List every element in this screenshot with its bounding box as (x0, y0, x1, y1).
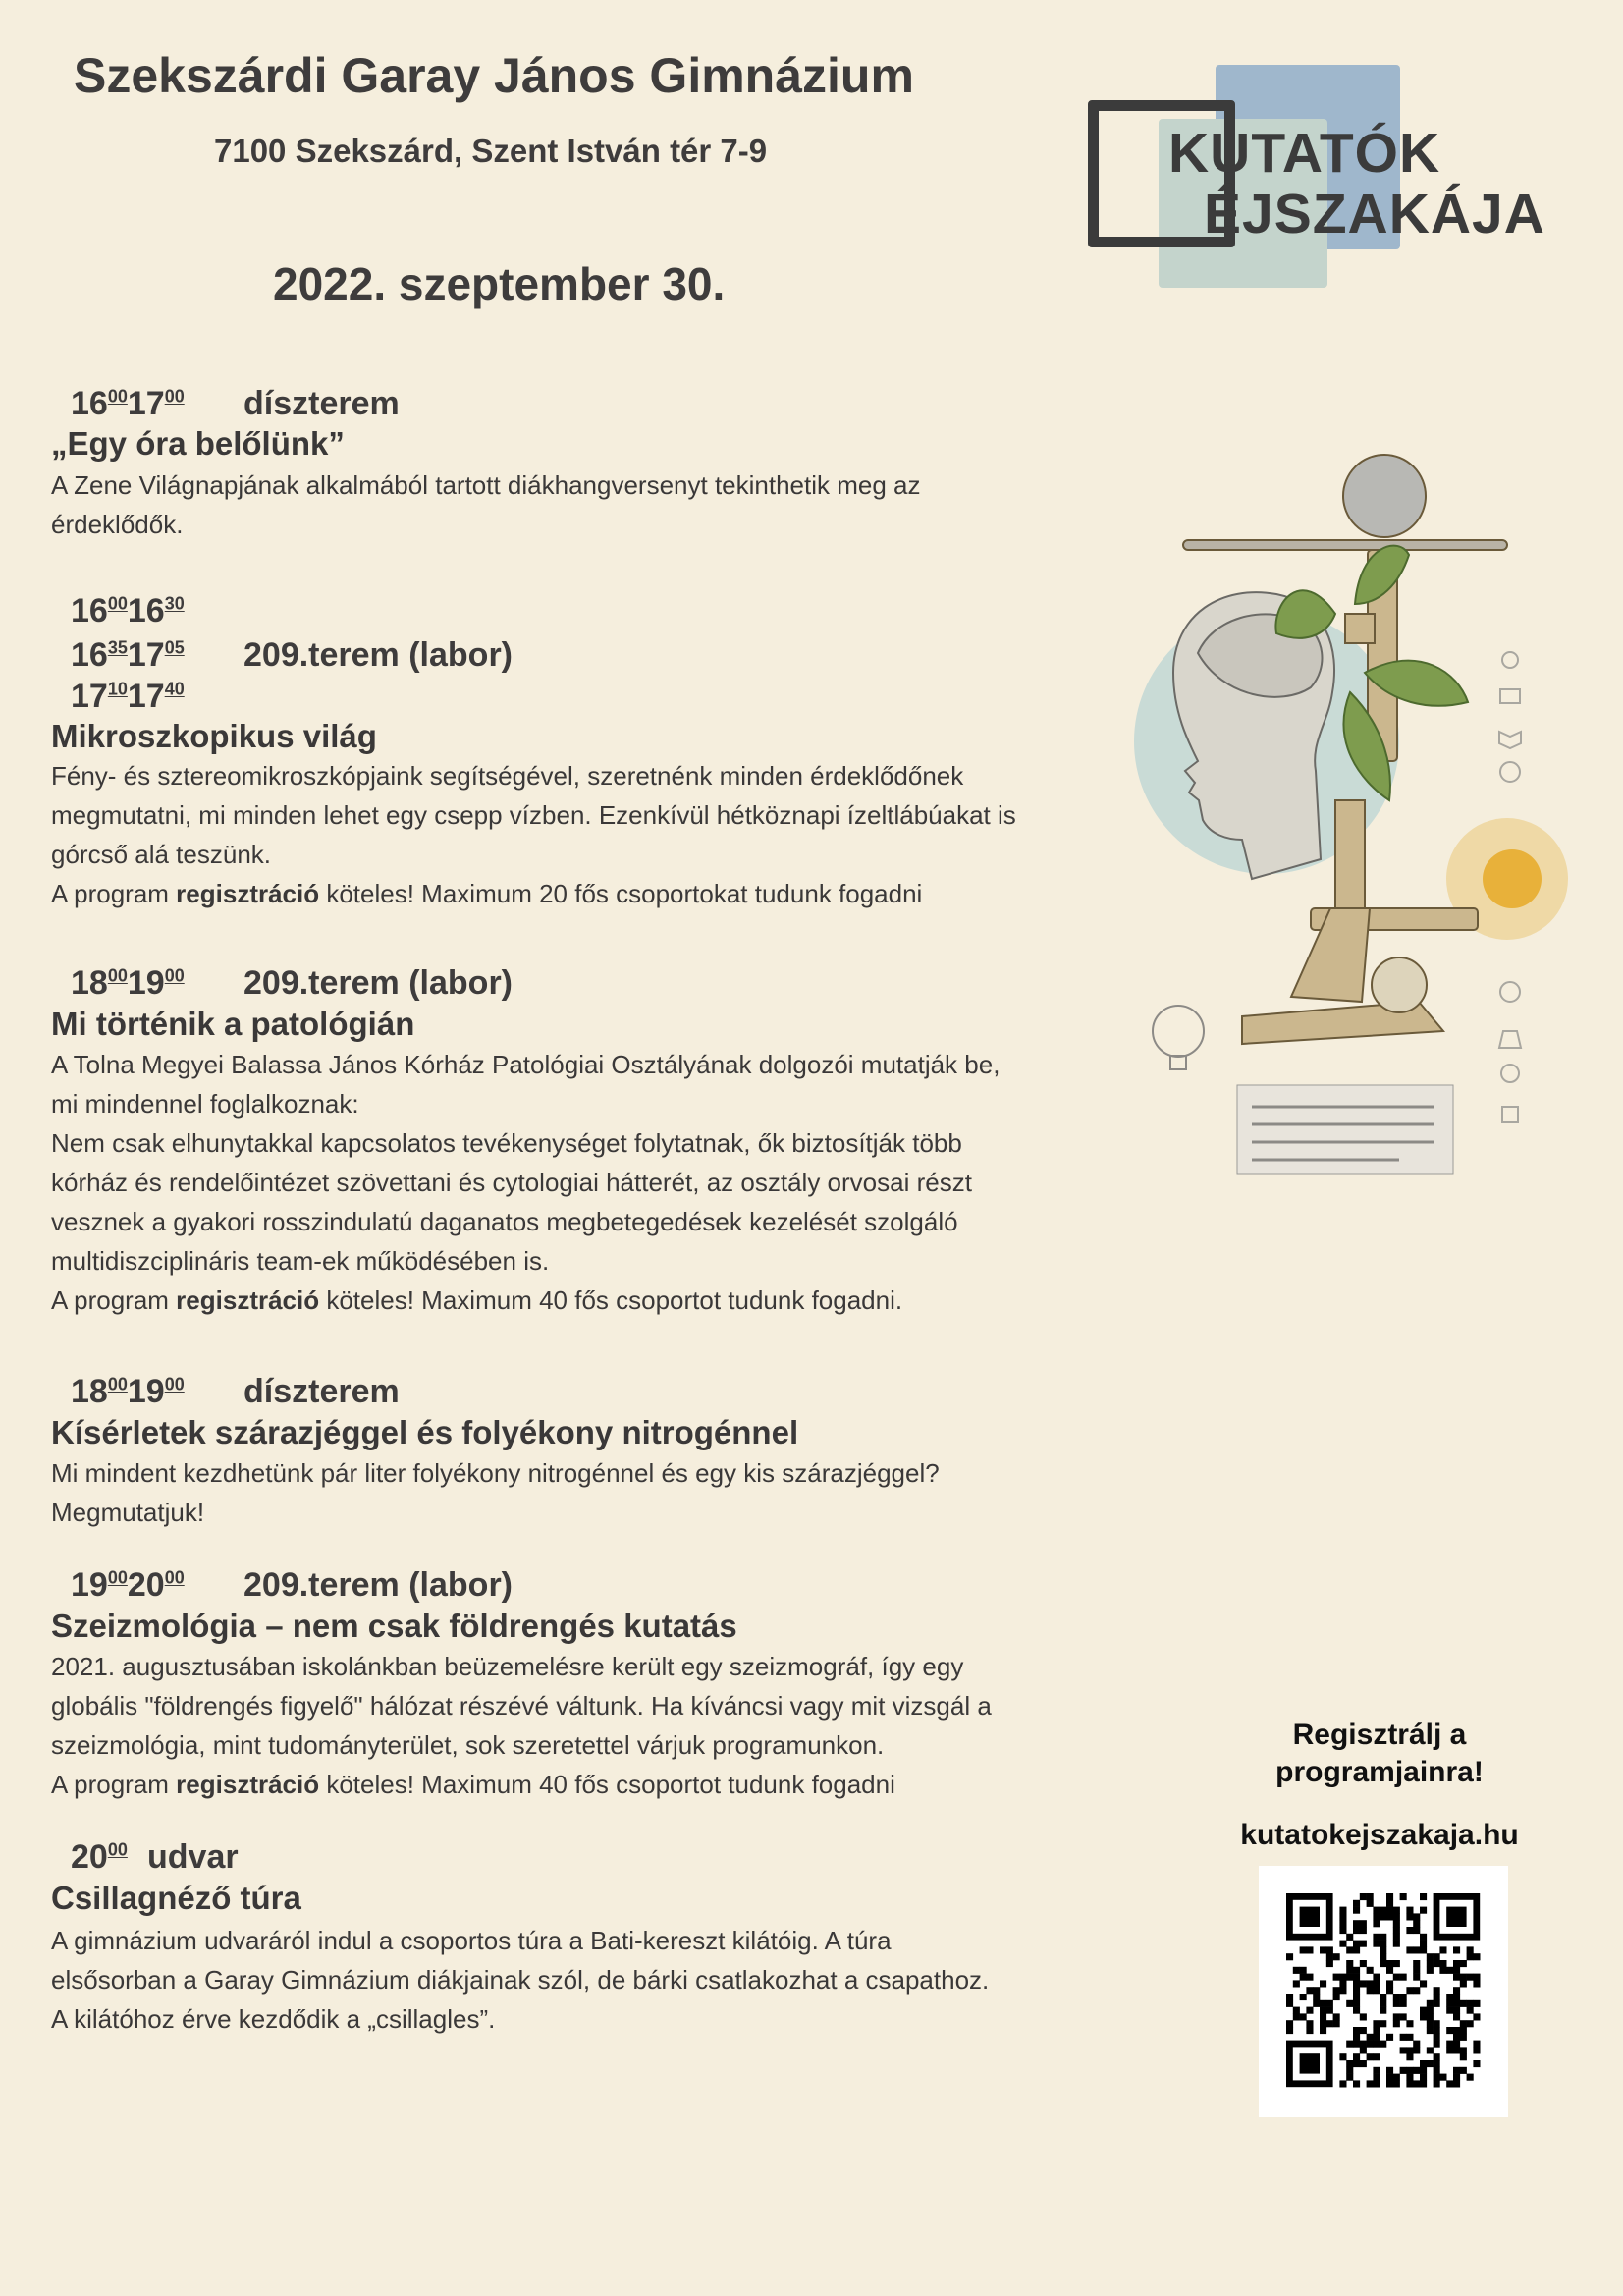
printer-icon (1502, 1107, 1518, 1122)
registration-callout (1227, 1717, 1532, 1791)
monitor-icon (1500, 689, 1520, 703)
program-description: A gimnázium udvaráról indul a csoportos túra a Bati-kereszt kilátóig. A túra elsősorban a Garay Gimnázium diákjainak szól, de bárki csatlakozhat a csapathoz. A kilátóhoz érve kezdődik a „csillagles”. (51, 1926, 990, 2034)
program-title: Szeizmológia – nem csak földrengés kutatás (51, 1608, 737, 1644)
program-room: 209.terem (labor) (243, 636, 513, 674)
school-address: 7100 Szekszárd, Szent István tér 7-9 (214, 133, 768, 169)
program-description: 2021. augusztusában iskolánkban beüzemelésre került egy szeizmográf, így egy globális "földrengés figyelő" hálózat részévé váltunk. Ha kíváncsi vagy mit vizsgál a szeizmológia, mint tudományterület, sok szeretettel várjuk programunkon. A program regisztráció köteles! Maximum 40 fős csoportot tudunk fogadni (51, 1647, 1033, 1804)
head-small-icon (1502, 652, 1518, 668)
program-time: $18^{00}19^{00}$ (71, 1373, 185, 1410)
program-room: 209.terem (labor) (243, 964, 513, 1002)
program-title: Kísérletek szárazjéggel és folyékony nitrogénnel (51, 1414, 799, 1450)
qr-code[interactable] (1259, 1866, 1508, 2117)
event-date: 2022. szeptember 30. (273, 258, 726, 309)
registration-url[interactable]: kutatokejszakaja.hu (1240, 1819, 1519, 1851)
registration-line-1: Regisztrálj a (1292, 1719, 1467, 1751)
program-room: díszterem (243, 385, 400, 422)
lightbulb-icon (1153, 1006, 1204, 1069)
program-time: $19^{00}20^{00}$ (71, 1566, 185, 1604)
school-title: Szekszárdi Garay János Gimnázium (74, 48, 914, 103)
registration-note: A program regisztráció köteles! Maximum 40 fős csoportot tudunk fogadni (51, 1770, 895, 1799)
program-description: A Tolna Megyei Balassa János Kórház Patológiai Osztályának dolgozói mutatják be, mi mindennel foglalkoznak: Nem csak elhunytakkal kapcsolatos tevékenységet folytatnak, ők biztosítják több kórház és rendelőintézet szövettani és cytologiai hátterét, az osztály orvosai részt vesznek a gyakori rosszindulatú daganatos megbetegedések kezelését szolgáló multidiszciplináris team-ek működésében is. A program regisztráció köteles! Maximum 40 fős csoportot tudunk fogadni. (51, 1045, 1033, 1320)
program-description: Fény- és sztereomikroszkópjaink segítségével, szeretnénk minden érdeklődőnek megmutatni, mi minden lehet egy csepp vízben. Ezenkívül hétköznapi ízeltlábúakat is górcső alá teszünk. A program regisztráció köteles! Maximum 20 fős csoportokat tudunk fogadni (51, 756, 1033, 913)
atom-icon (1500, 982, 1520, 1002)
program-title: Mikroszkopikus világ (51, 718, 377, 754)
qr-code-graphic (1259, 1866, 1508, 2117)
kutatok-ejszakaja-logo (1088, 65, 1545, 291)
program-time: $18^{00}19^{00}$ (71, 964, 185, 1002)
program-title: Csillagnéző túra (51, 1880, 301, 1916)
program-room: 209.terem (labor) (243, 1566, 513, 1604)
program-time: $20^{00}$ (71, 1838, 128, 1876)
illustration-sun-core (1483, 849, 1542, 908)
program-room: díszterem (243, 1373, 400, 1410)
registration-line-2: programjainra! (1275, 1756, 1484, 1788)
registration-note: A program regisztráció köteles! Maximum 20 fős csoportokat tudunk fogadni (51, 879, 923, 908)
logo-word-1: KUTATÓK (1168, 122, 1441, 185)
program-description: Mi mindent kezdhetünk pár liter folyékony nitrogénnel és egy kis szárazjéggel? Megmutatjuk! (51, 1458, 940, 1527)
program-time: $16^{35}17^{05}$ (71, 636, 185, 674)
program-time: $16^{00}17^{00}$ (71, 385, 185, 422)
science-illustration (1105, 447, 1596, 1193)
globe-icon (1500, 762, 1520, 782)
registration-note: A program regisztráció köteles! Maximum 40 fős csoportot tudunk fogadni. (51, 1285, 903, 1315)
target-icon (1501, 1065, 1519, 1082)
book-icon (1499, 732, 1521, 748)
logo-word-2: ÉJSZAKÁJA (1204, 183, 1545, 246)
program-time: $16^{00}16^{30}$ (71, 592, 185, 629)
program-description: A Zene Világnapjának alkalmából tartott diákhangversenyt tekinthetik meg az érdeklődők. (51, 470, 921, 539)
program-room: udvar (147, 1838, 239, 1876)
program-time: $17^{10}17^{40}$ (71, 678, 185, 715)
newspaper-icon (1237, 1085, 1453, 1174)
program-title: Mi történik a patológián (51, 1006, 415, 1042)
program-title: „Egy óra belőlünk” (51, 425, 345, 462)
flask-icon (1499, 1031, 1521, 1048)
